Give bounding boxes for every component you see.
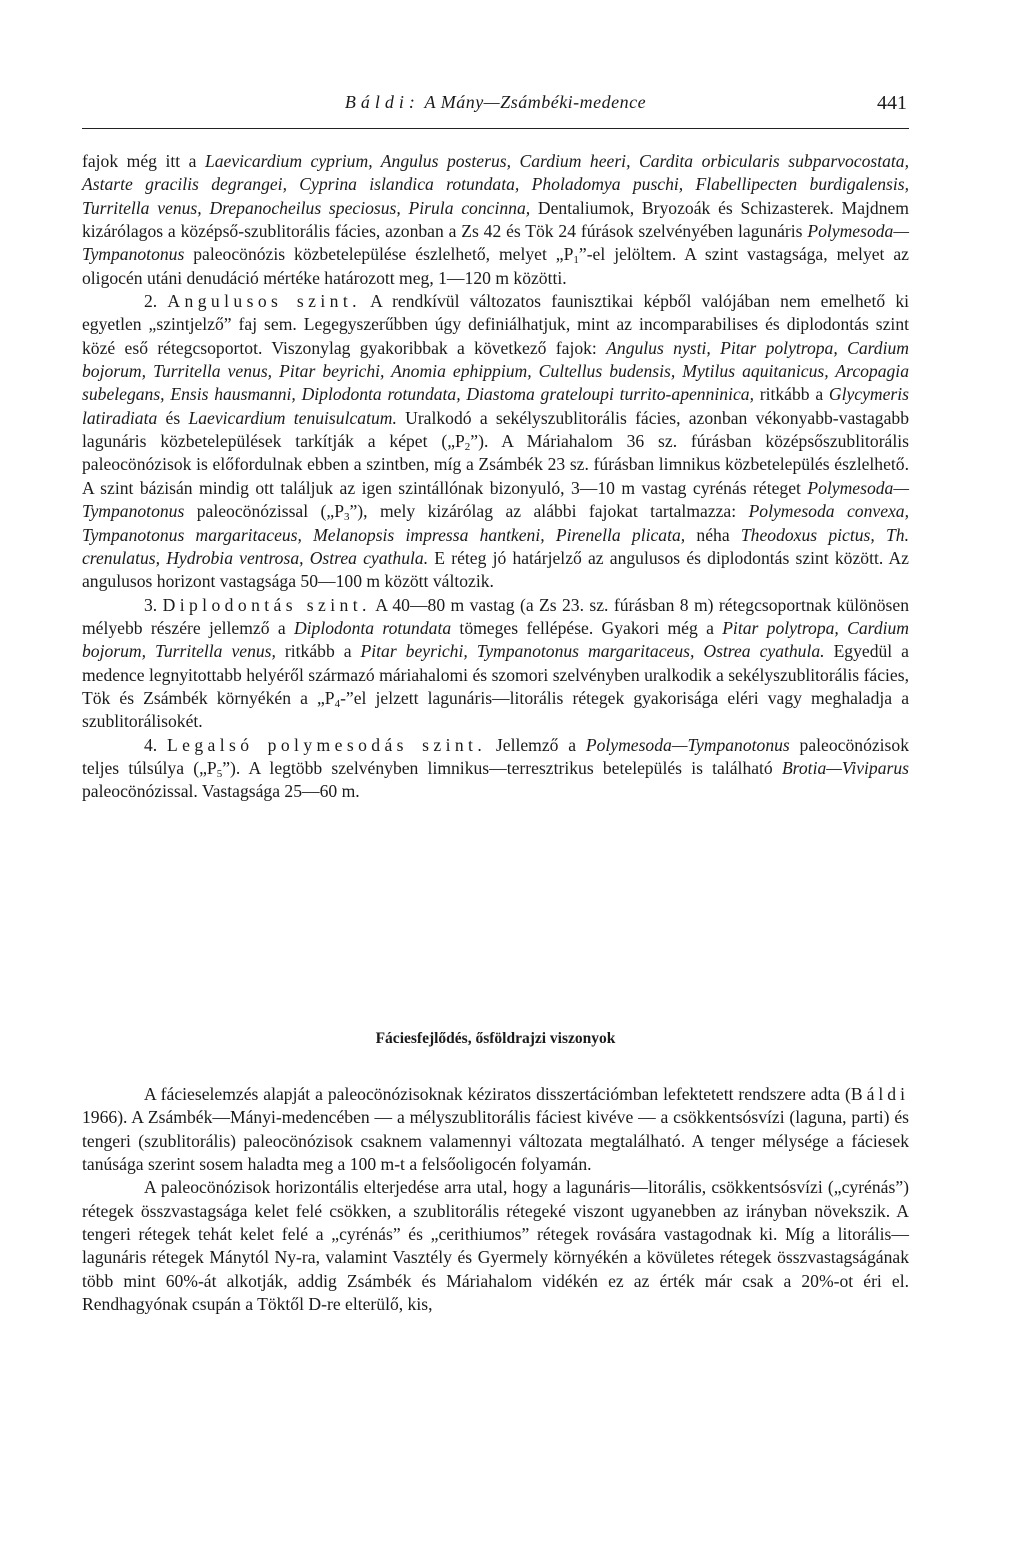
running-title [82,92,909,113]
item-heading: Legalsó polymesodás szint. [166,734,487,755]
running-header [82,88,909,129]
paragraph-facieselemzes [82,1083,909,1176]
text-run: paleocönózissal („P [184,501,344,522]
text-run: 1966). A Zsámbék—Mányi-medencében — a mélyszublitorális fáciest kivéve — a csökkentsósvízi (laguna, parti) és tengeri (szublitorális) paleocönózisok csaknem valamennyi változata megtalálható. A tenger mélysége a fáciesek tanúsága szerint sosem haladta meg a 100 m-t a felsőoligocén folyamán. [82,1107,909,1175]
text-run: fajok még itt a [82,151,205,171]
species-names: Pitar polytropa, Cardium bojorum, Turritella venus, [82,617,910,662]
item-number: 3. [144,594,163,615]
paragraph-angulusos-szint [82,290,909,593]
species-names: Polymesoda—Tympanotonus [82,221,909,265]
text-run: ”), mely kizárólag az alábbi fajokat tartalmazza: [349,501,749,522]
text-run: ”). A Máriahalom 36 sz. fúrásban középsőszublitorális paleocönózisok is előfordulnak ebben a szintben, míg a Zsámbék 23 sz. fúrásban limnikus közbetelepülés észlelhető. A szint bázisán mindig ott találjuk az igen szintállónak bizonyuló, 3—10 m vastag cyrénás réteget [82,431,909,498]
species-names: Angulus nysti, Pitar polytropa, Cardium bojorum, Turritella venus, Pitar beyrichi, Anomia ephippium, Cultellus budensis, Mytilus aquitanicus, Arcopagia subelegans, Ensis hausmanni, Diplodonta rotundata, Diastoma grateloupi turrito-apenninica, [82,337,909,405]
species-names: Brotia—Viviparus [781,757,910,778]
text-run: Uralkodó a sekélyszublitorális fácies, azonban vékonyabb-vastagabb lagunáris közbetelepülések tarkítják a képet („P [82,407,909,452]
subscript: 5 [216,767,223,780]
text-run: Egyedül a medence legnyitottabb helyéről származó máriahalomi és szomori szelvényben uralkodik a sekélyszublitorális fácies, Tök és Zsámbék környékén a „P [82,641,909,708]
species-names: Polymesoda—Tympanotonus [585,734,790,755]
text-run: ritkább a [753,384,829,405]
item-heading: Diplodontás szint. [162,594,371,615]
item-heading: Angulusos szint. [167,291,361,312]
subscript: 4 [334,697,341,710]
text-run: A rendkívül változatos faunisztikai képből valójában nem emelhető ki egyetlen „szintjelző” faj sem. Legegyszerűbben úgy definiálhatjuk, mint az incomparabilises és diplodontás szint közé eső rétegcsoportot. Viszonylag gyakoribbak a következő fajok: [82,291,910,358]
species-names: Laevicardium tenuisulcatum. [188,407,397,428]
item-number: 2. [144,291,168,312]
text-run: Jellemző a [486,734,586,755]
paragraph-horizontalis-elterjedes: A paleocönózisok horizontális elterjedése arra utal, hogy a lagunáris—litorális, csökkentsósvízi („cyrénás”) rétegek összvastagsága kelet felé csökken, a szublitorális rétegeké viszont ugyanebben az irányban növekszik. A tengeri rétegek tehát kelet felé a „cyrénás” és „cerithiumos” rétegek rovására vastagodnak ki. Míg a litorális—lagunáris rétegek Mánytól Ny-ra, valamint Vasztély és Gyermely környékén a kövületes rétegek összvastagságának több mint 60%-át alkotják, addig Zsámbék és Máriahalom vidékén ez az érték már csak a 20%-ot éri el. Rendhagyónak csupán a Töktől D-re elterülő, kis, [82,1177,909,1315]
text-run: és [157,407,189,428]
subscript: 2 [464,441,471,454]
author-citation: Báldi [850,1084,909,1104]
text-run: Dentaliumok, Bryozoák és Schizasterek. Majdnem kizárólagos a középső-szublitorális fácies, azonban a Zs 42 és Tök 24 fúrások szelvényében lagunáris [82,197,909,242]
text-run: ritkább a [275,641,361,662]
text-run: ”). A legtöbb szelvényben limnikus—terresztrikus betelepülés is található [222,757,782,778]
item-number: 4. [144,734,167,755]
species-names: Pitar beyrichi, Tympanotonus margaritaceus, Ostrea cyathula. [360,641,825,662]
paragraph-diplodontas-szint [82,594,909,734]
text-run: E réteg jó határjelző az angulusos és diplodontás szint között. Az angulusos horizont vastagsága 50—100 m között változik. [82,547,909,592]
species-names: Polymesoda—Tympanotonus [82,477,909,522]
running-title-author: Báldi: [344,92,420,112]
section-heading: Fáciesfejlődés, ősföldrajzi viszonyok [375,1030,616,1047]
text-run: A fácieselemzés alapját a paleocönózisoknak kéziratos disszertációmban lefektetett rendszere adta ( [144,1084,851,1104]
subscript: 1 [573,254,579,267]
text-run: néha [685,524,741,545]
page-number: 441 [877,92,907,114]
text-run: paleocönózissal. Vastagsága 25—60 m. [82,781,360,802]
section-text [82,1083,909,1316]
species-names: Polymesoda convexa, Tympanotonus margaritaceus, Melanopsis impressa hantkeni, Pirenella plicata, [82,501,910,545]
text-run: paleocönózisok teljes túlsúlya („P [82,734,909,778]
paragraph-species-list [82,150,909,290]
species-names: Theodoxus pictus, Th. crenulatus, Hydrobia ventrosa, Ostrea cyathula. [82,524,910,568]
text-run: tömeges fellépése. Gyakori még a [451,617,723,638]
running-title-text: A Mány—Zsámbéki-medence [424,92,647,112]
text-run: A 40—80 m vastag (a Zs 23. sz. fúrásban 8 m) rétegcsoportnak különösen mélyebb részére jellemző a [82,594,909,638]
main-text [82,150,909,804]
text-run: paleocönózis közbetelepülése észlelhető, melyet „P [184,244,574,265]
text-run: ”-el jelöltem. A szint vastagsága, melyet az oligocén utáni denudáció mértéke határozott meg, 1—120 m közötti. [82,244,909,288]
paragraph-legalso-polymesodas-szint [82,734,909,804]
text-run: -”el jelzett lagunáris—litorális rétegek gyakorisága eléri vagy meghaladja a szublitorálisokét. [82,687,910,732]
species-names: Laevicardium cyprium, Angulus posterus, Cardium heeri, Cardita orbicularis subparvocostata, Astarte gracilis degrangei, Cyprina islandica rotundata, Pholadomya puschi, Flabellipecten burdigalensis, Turritella venus, Drepanocheilus speciosus, Pirula concinna, [82,151,909,218]
subscript: 3 [344,511,350,524]
species-names: Glycymeris latiradiata [82,384,909,428]
species-names: Diplodonta rotundata [293,617,452,638]
